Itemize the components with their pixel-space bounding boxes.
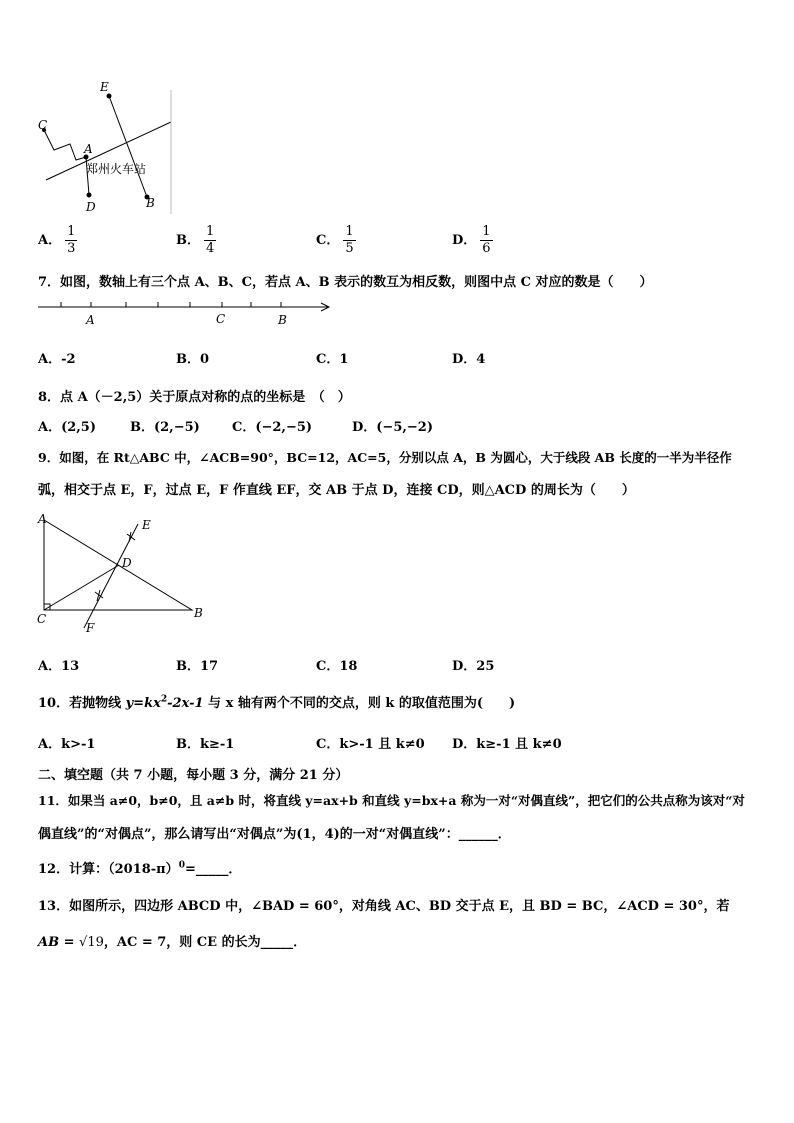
q7-option-d: D．4	[452, 352, 486, 367]
q7-option-a: A．-2	[38, 352, 76, 367]
q10-formula: y=kx	[125, 696, 161, 711]
q7-option-c: C．1	[316, 352, 349, 367]
q10-option-b: B．k≥-1	[176, 737, 235, 752]
q13-text-post: ，AC = 7，则 CE 的长为_____．	[103, 935, 307, 950]
q6-line-EB	[109, 96, 147, 197]
q12-text-pre: 12．计算：（2018-π）	[38, 862, 179, 877]
q7-option-b: B．0	[176, 352, 210, 367]
section2-heading: 二、填空题（共 7 小题，每小题 3 分，满分 21 分）	[38, 768, 349, 783]
q6-label-A: A	[84, 142, 93, 156]
q6-path-CD	[44, 130, 89, 195]
q6-option-a: A． $\frac{1}{3}$	[38, 224, 76, 256]
q9-line-CD	[44, 565, 119, 610]
q7-number-line	[36, 298, 336, 318]
q10-question	[38, 692, 515, 711]
q6-label-C: C	[38, 118, 48, 132]
q9-label-C: C	[37, 612, 47, 626]
q10-text-pre: 10．若抛物线	[38, 696, 126, 711]
q8-option-a: A．(2,5)	[38, 420, 97, 435]
q7-label-B: B	[278, 313, 287, 327]
q9-option-b: B．17	[176, 659, 219, 674]
q9-question-line2: 弧，相交于点 E，F，过点 E，F 作直线 EF，交 AB 于点 D，连接 CD，则△ACD 的周长为（ ）	[38, 483, 635, 498]
q6-label-D: D	[86, 200, 96, 214]
q6-point-D	[87, 193, 92, 198]
q12-exp: 0	[178, 860, 185, 871]
q9-label-B: B	[194, 606, 203, 620]
q11-question-line1: 11．如果当 a≠0，b≠0，且 a≠b 时，将直线 y=ax+b 和直线 y=bx+a 称为一对“对偶直线”，把它们的公共点称为该对“对	[38, 793, 745, 808]
q9-label-D: D	[122, 556, 132, 570]
q9-option-d: D．25	[452, 659, 495, 674]
q10-formula-post: -2x-1	[167, 696, 204, 711]
q9-figure	[34, 510, 214, 640]
q8-question: 8．点 A（－2,5）关于原点对称的点的坐标是 （ ）	[38, 390, 351, 405]
q10-formula-exp: 2	[160, 694, 168, 705]
q10-text-post: 与 x 轴有两个不同的交点，则 k 的取值范围为( )	[203, 696, 516, 711]
q9-label-A: A	[38, 512, 47, 526]
q6-label-E: E	[100, 80, 109, 94]
q7-question: 7．如图，数轴上有三个点 A、B、C，若点 A、B 表示的数互为相反数，则图中点 C 对应的数是（ ）	[38, 275, 653, 290]
q9-label-E: E	[142, 518, 151, 532]
q7-label-A: A	[86, 313, 95, 327]
q13-question-line2	[38, 931, 306, 950]
q11-question-line2: 偶直线”的“对偶点”，那么请写出“对偶点”为(1，4)的一对“对偶直线”：______．	[38, 827, 511, 842]
q6-station-label: 郑州火车站	[86, 162, 147, 176]
q9-arc-mark-E	[127, 532, 135, 542]
q13-text-pre: AB =	[38, 935, 80, 950]
q8-option-b: B．(2,−5)	[130, 420, 200, 435]
q12-question	[38, 858, 241, 877]
q6-option-b: B． $\frac{1}{4}$	[176, 224, 215, 256]
q13-radical: √19	[79, 935, 104, 950]
q7-label-C: C	[216, 312, 226, 326]
q10-option-a: A．k>-1	[38, 737, 96, 752]
q9-label-F: F	[86, 621, 95, 635]
q6-point-E	[107, 94, 112, 99]
q6-option-d: D． $\frac{1}{6}$	[452, 224, 491, 256]
q9-option-a: A．13	[38, 659, 80, 674]
q8-option-d: D．(−5,−2)	[352, 420, 433, 435]
q8-option-c: C．(−2,−5)	[232, 420, 313, 435]
q13-question-line1: 13．如图所示，四边形 ABCD 中，∠BAD = 60°，对角线 AC、BD 交于点 E，且 BD = BC，∠ACD = 30°，若	[38, 899, 730, 914]
q9-question-line1: 9．如图，在 Rt△ABC 中，∠ACB=90°，BC=12，AC=5，分别以点 A，B 为圆心，大于线段 AB 长度的一半为半径作	[38, 450, 732, 465]
q9-option-c: C．18	[316, 659, 358, 674]
q10-option-c: C．k>-1 且 k≠0	[316, 737, 425, 752]
q10-option-d: D．k≥-1 且 k≠0	[452, 737, 562, 752]
q6-option-c: C． $\frac{1}{5}$	[316, 224, 354, 256]
q12-text-post: =_____．	[184, 862, 242, 877]
q6-label-B: B	[146, 196, 155, 210]
